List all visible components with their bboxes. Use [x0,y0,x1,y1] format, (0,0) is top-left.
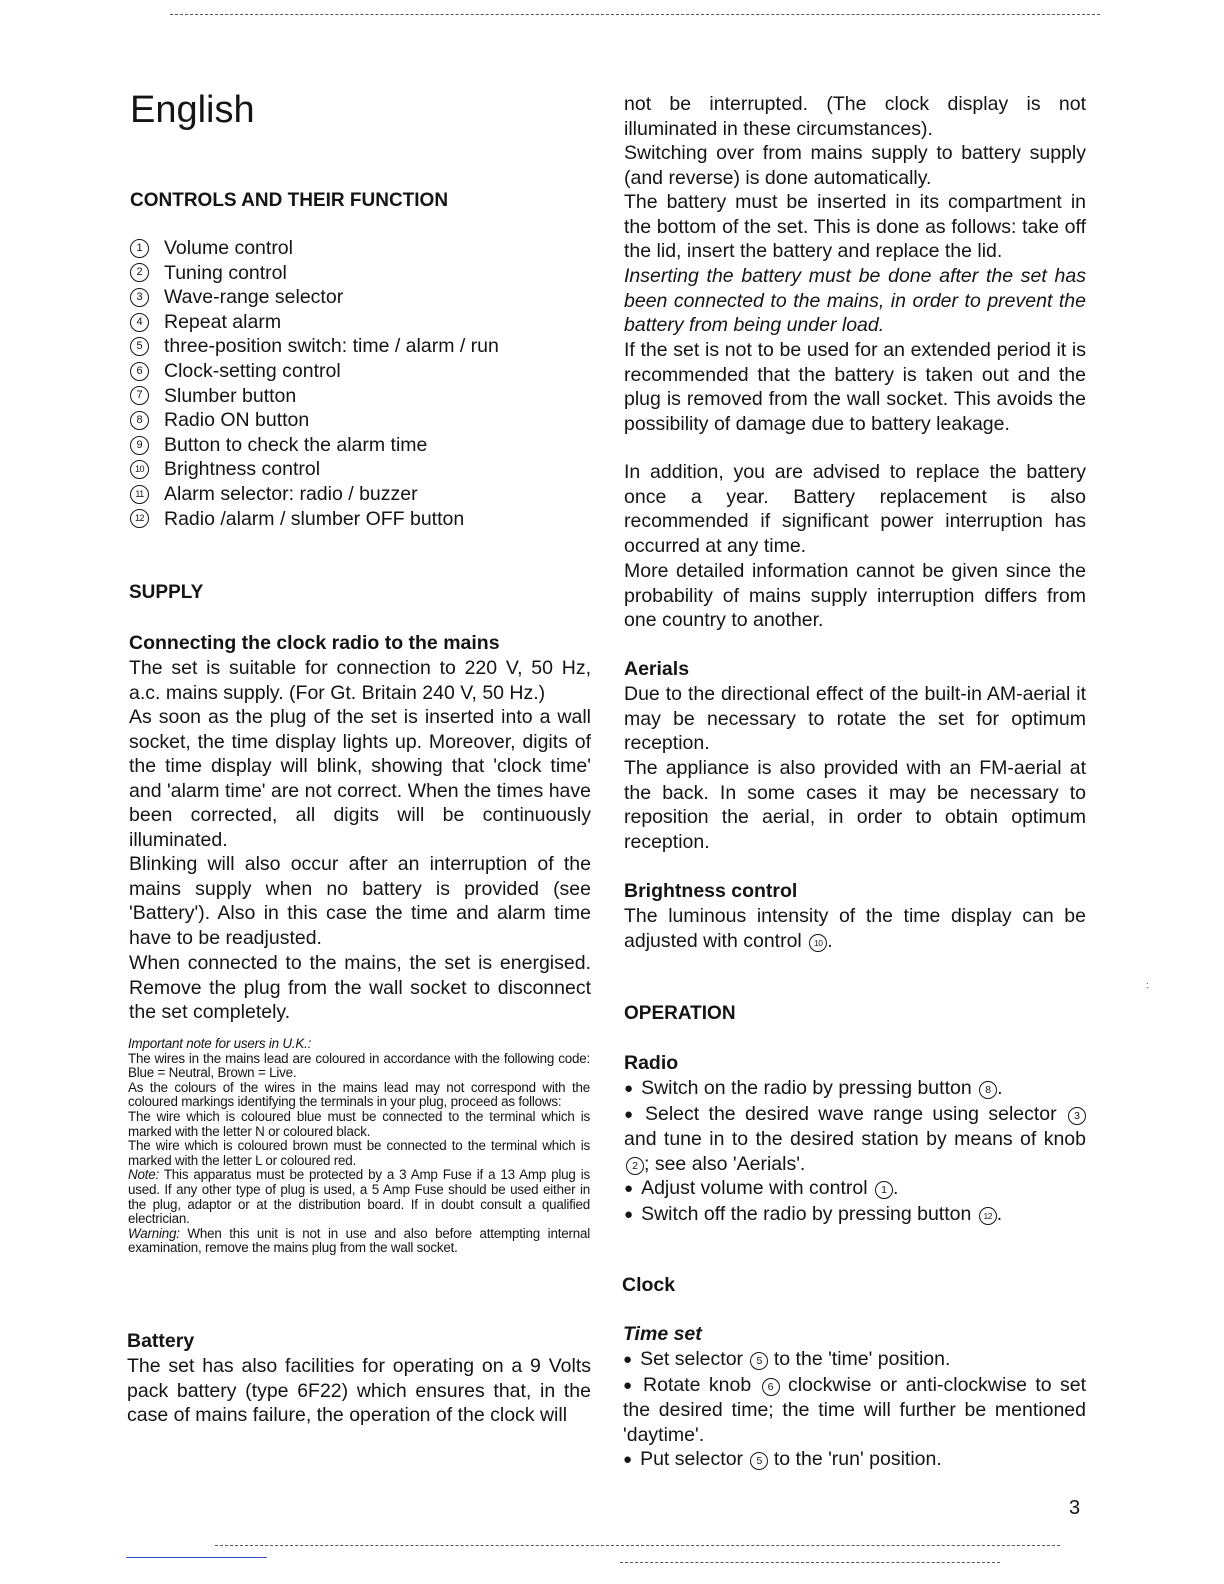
instruction-text: ; see also 'Aerials'. [644,1152,806,1175]
circled-number-icon: 7 [130,386,149,405]
instruction-text: clockwise or anti-clockwise to set the desired time; the time will further be mentioned 'daytime'. [623,1373,1087,1446]
circled-number-icon: 4 [130,313,149,332]
punctuation: . [827,929,833,952]
mains-heading: Connecting the clock radio to the mains [129,632,500,654]
battery-paragraph-1: The set has also facilities for operating on a 9 Volts pack battery (type 6F22) which ensures that, in the case of mains failure, the operation of the clock will [127,1355,591,1426]
control-label: Slumber button [164,384,297,407]
uk-note [128,1037,590,1256]
circled-number-icon: 2 [130,263,149,282]
scan-noise-bottom-2 [620,1562,1000,1564]
battery-paragraph-1-continued: not be interrupted. (The clock display is not illuminated in these circumstances). [624,93,1086,140]
instruction-text: Put selector [640,1448,744,1470]
bullet-item [623,1373,1086,1448]
control-item [130,359,499,384]
control-label: Radio /alarm / slumber OFF button [164,507,465,530]
margin-mark: : [1146,980,1149,990]
controls-heading: CONTROLS AND THEIR FUNCTION [130,190,449,211]
margin-link-line [126,1557,267,1558]
aerials-paragraph-2: The appliance is also provided with an FM-aerial at the back. In some cases it may be necessary to reposition the aerial, in order to obtain optimum reception. [624,757,1086,853]
uk-note-warning [128,1227,590,1256]
circled-number-icon: 12 [979,1207,997,1225]
control-label: Brightness control [164,458,321,481]
warning-text: When this unit is not in use and also before attempting internal examination, remove the mains plug from the wall socket. [128,1225,590,1256]
control-item [130,310,499,335]
uk-note-text: The wires in the mains lead are coloured in accordance with the following code: Blue = Neutral, Brown = Live. [128,1050,590,1081]
battery-paragraph-6: In addition, you are advised to replace the battery once a year. Battery replacement is also recommended if significant power interruption has occurred at any time. [624,461,1086,557]
circled-number-icon: 6 [130,362,149,381]
battery-paragraph-2: Switching over from mains supply to battery supply (and reverse) is done automatically. [624,142,1086,189]
time-set-heading: Time set [623,1323,702,1345]
aerials-heading: Aerials [624,658,690,680]
uk-note-text: As the colours of the wires in the mains lead may not correspond with the coloured markings identifying the terminals in your plug, proceed as follows: [128,1079,590,1110]
clock-heading: Clock [622,1274,676,1296]
bullet-item [623,1447,1086,1473]
instruction-text: Adjust volume with control [641,1177,868,1199]
uk-note-fuse [128,1168,590,1226]
control-label: Clock-setting control [164,359,341,382]
operation-heading: OPERATION [624,1003,736,1024]
control-item [130,482,499,507]
instruction-text: Select the desired wave range using selector [645,1102,1057,1125]
control-label: Alarm selector: radio / buzzer [164,482,418,505]
control-label: Tuning control [164,261,287,284]
instruction-text: to the 'time' position. [773,1348,951,1370]
bullet-item: ● Switch off the radio by pressing button 12 . [624,1202,1086,1228]
circled-number-icon: 5 [750,1452,768,1470]
instruction-text: Rotate knob [643,1373,752,1396]
uk-note-text: The wire which is coloured brown must be connected to the terminal which is marked with the letter L or coloured red. [128,1138,590,1168]
uk-note-text: The wire which is coloured blue must be connected to the terminal which is marked with the letter N or coloured black. [128,1108,590,1139]
circled-number-icon: 1 [875,1181,893,1199]
circled-number-icon: 8 [130,411,149,430]
control-item [130,457,499,482]
circled-number-icon: 5 [750,1352,768,1370]
control-label: Wave-range selector [164,286,344,309]
radio-heading: Radio [624,1052,679,1074]
bullet-item: ● Switch on the radio by pressing button 8 . [624,1076,1086,1102]
circled-number-icon: 11 [130,485,149,504]
warning-label: Warning: [128,1225,180,1241]
uk-note-title: Important note for users in U.K.: [128,1036,312,1051]
controls-list [130,236,499,531]
circled-number-icon: 1 [130,239,149,258]
battery-heading: Battery [127,1330,195,1352]
control-item [130,433,499,458]
battery-paragraph-3: The battery must be inserted in its compartment in the bottom of the set. This is done as follows: take off the lid, insert the battery and replace the lid. [624,191,1086,262]
circled-number-icon: 12 [130,509,149,528]
control-item [130,261,499,286]
control-label: Volume control [164,237,293,259]
circled-number-icon: 3 [1068,1107,1086,1125]
note-label: Note: [128,1167,160,1183]
circled-number-icon: 9 [130,436,149,455]
circled-number-icon: 8 [979,1081,997,1099]
battery-paragraph-4: Inserting the battery must be done after the set has been connected to the mains, in order to prevent the battery from being under load. [624,265,1086,336]
battery-paragraph-5: If the set is not to be used for an extended period it is recommended that the battery is taken out and the plug is removed from the wall socket. This avoids the possibility of damage due to battery leakage. [624,339,1086,435]
bullet-item: ● Adjust volume with control 1 . [624,1176,1086,1202]
circled-number-icon: 2 [626,1157,644,1175]
control-item [130,236,499,261]
mains-paragraph-4: When connected to the mains, the set is energised. Remove the plug from the wall socket to disconnect the set completely. [129,952,591,1023]
bullet-item [623,1347,1086,1373]
mains-paragraph-1: The set is suitable for connection to 220 V, 50 Hz, a.c. mains supply. (For Gt. Britain 240 V, 50 Hz.) [129,657,591,704]
mains-paragraph-2: As soon as the plug of the set is inserted into a wall socket, the time display lights up. Moreover, digits of the time display will blink, showing that 'clock time' and 'alarm time' are not correct. When the times have been corrected, all digits will be continuously illuminated. [129,706,591,851]
circled-number-icon: 6 [762,1378,780,1396]
time-set-instructions [623,1347,1086,1473]
instruction-text: and tune in to the desired station by means of knob [624,1128,1086,1150]
control-label: Radio ON button [164,409,310,432]
control-label: Repeat alarm [164,310,282,333]
instruction-text: Set selector [640,1348,744,1370]
bullet-item [624,1102,1086,1177]
aerials-paragraph-1: Due to the directional effect of the built-in AM-aerial it may be necessary to rotate the set for optimum reception. [624,683,1086,754]
control-item [130,408,499,433]
circled-number-icon: 10 [809,934,827,952]
control-label: three-position switch: time / alarm / run [164,335,499,358]
brightness-text: The luminous intensity of the time display can be adjusted with control [624,905,1086,952]
instruction-text: to the 'run' position. [773,1448,942,1470]
circled-number-icon: 3 [130,288,149,307]
control-item [130,507,499,532]
radio-instructions [624,1076,1086,1227]
battery-paragraph-7: More detailed information cannot be given since the probability of mains supply interruption differs from one country to another. [624,560,1086,631]
scan-noise-top [170,14,1100,16]
page-number: 3 [1069,1497,1081,1519]
brightness-heading: Brightness control [624,880,798,902]
control-item [130,334,499,359]
supply-heading: SUPPLY [129,582,204,603]
scan-noise-bottom [215,1545,1060,1547]
control-item [130,384,499,409]
control-item [130,285,499,310]
circled-number-icon: 10 [130,460,149,479]
control-label: Button to check the alarm time [164,433,428,456]
circled-number-icon: 5 [130,337,149,356]
brightness-paragraph [624,904,1086,953]
instruction-text: Switch on the radio by pressing button [641,1077,972,1099]
note-text: This apparatus must be protected by a 3 Amp Fuse if a 13 Amp plug is used. If any other type of plug is used, a 5 Amp Fuse should be used either in the plug, adaptor or at the distribution board. If in doubt consult a qualified electrician. [128,1167,590,1227]
mains-paragraph-3: Blinking will also occur after an interruption of the mains supply when no battery is provided (see 'Battery'). Also in this case the time and alarm time have to be readjusted. [129,853,591,949]
instruction-text: Switch off the radio by pressing button [641,1202,972,1225]
page-title: English [130,89,255,131]
